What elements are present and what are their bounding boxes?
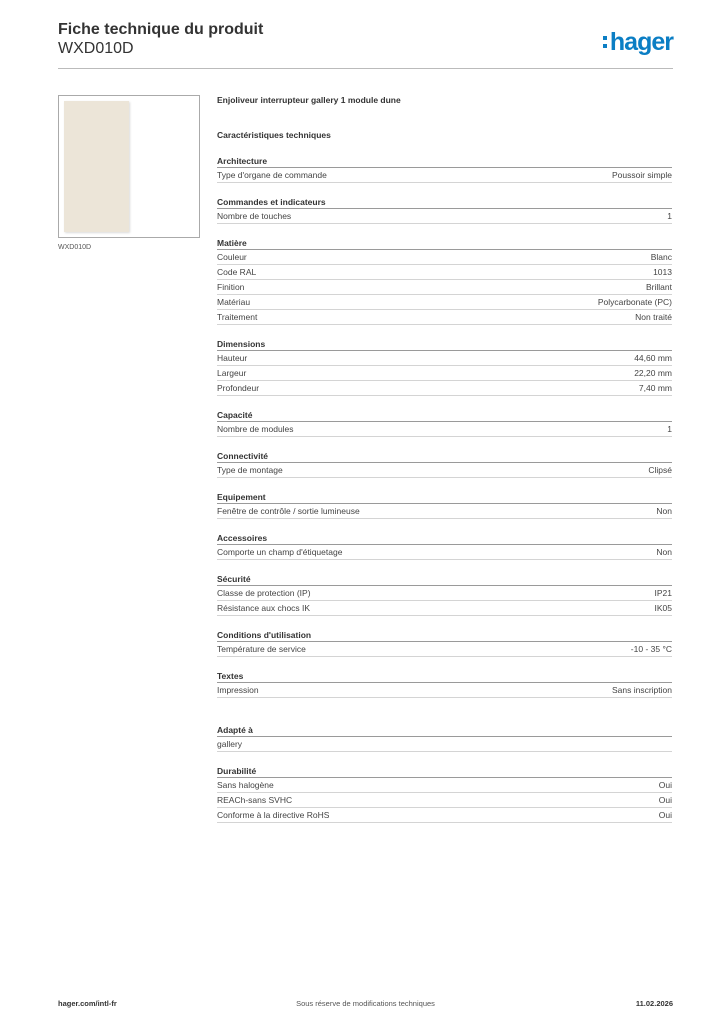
spec-group <box>217 237 672 325</box>
spec-label: Matériau <box>217 297 251 307</box>
spec-group-title: Capacité <box>217 409 672 422</box>
spec-group-durability <box>217 765 672 823</box>
spec-row <box>217 422 672 437</box>
spec-group <box>217 491 672 519</box>
spec-row <box>217 737 672 752</box>
spec-label: Température de service <box>217 644 306 654</box>
spec-value: Polycarbonate (PC) <box>597 297 672 307</box>
spec-value: Sans inscription <box>611 685 672 695</box>
product-reference: WXD010D <box>58 40 134 57</box>
spec-value: 1 <box>667 211 672 221</box>
spec-row <box>217 504 672 519</box>
spec-group-title: Sécurité <box>217 573 672 586</box>
spec-value: Oui <box>658 795 672 805</box>
spec-label: Profondeur <box>217 383 260 393</box>
spec-label: Classe de protection (IP) <box>217 588 311 598</box>
product-image-frame <box>58 95 200 238</box>
spec-row <box>217 545 672 560</box>
spec-group <box>217 629 672 657</box>
spec-value: IK05 <box>654 603 672 613</box>
spec-row <box>217 168 672 183</box>
spec-content <box>217 95 672 823</box>
spec-row <box>217 642 672 657</box>
spec-group-title: Equipement <box>217 491 672 504</box>
spec-value: 22,20 mm <box>634 368 672 378</box>
spec-value: 1013 <box>653 267 672 277</box>
spec-label: Impression <box>217 685 259 695</box>
spec-row <box>217 381 672 396</box>
spec-row <box>217 265 672 280</box>
spec-group <box>217 532 672 560</box>
spec-value: 1 <box>667 424 672 434</box>
spec-label: Nombre de touches <box>217 211 292 221</box>
footer-notice: Sous réserve de modifications techniques <box>296 999 435 1008</box>
spec-group-title: Dimensions <box>217 338 672 351</box>
product-image <box>64 101 129 232</box>
spec-row <box>217 601 672 616</box>
spec-row <box>217 250 672 265</box>
spec-value: Non traité <box>635 312 672 322</box>
spec-label: Type d'organe de commande <box>217 170 327 180</box>
spec-label: Hauteur <box>217 353 248 363</box>
page-header <box>58 20 673 58</box>
spec-value: Non <box>656 506 672 516</box>
spec-row <box>217 586 672 601</box>
spec-group-adapted <box>217 724 672 752</box>
spec-value: Oui <box>658 780 672 790</box>
spec-label: Largeur <box>217 368 247 378</box>
logo-dots-icon <box>603 30 609 50</box>
spec-row <box>217 778 672 793</box>
document-title: Fiche technique du produit <box>58 21 264 38</box>
spec-group-title: Adapté à <box>217 724 672 737</box>
spec-value: -10 - 35 °C <box>630 644 672 654</box>
product-image-caption: WXD010D <box>58 244 92 251</box>
spec-row <box>217 295 672 310</box>
spec-group <box>217 338 672 396</box>
spec-group-title: Accessoires <box>217 532 672 545</box>
spec-group-title: Conditions d'utilisation <box>217 629 672 642</box>
spec-label: Conforme à la directive RoHS <box>217 810 330 820</box>
spec-group <box>217 670 672 698</box>
spec-group <box>217 450 672 478</box>
page-footer <box>58 999 673 1011</box>
spec-row <box>217 808 672 823</box>
spec-row <box>217 683 672 698</box>
footer-date: 11.02.2026 <box>635 999 673 1008</box>
spec-row <box>217 280 672 295</box>
spec-group <box>217 155 672 183</box>
spec-label: REACh-sans SVHC <box>217 795 293 805</box>
spec-label: Sans halogène <box>217 780 274 790</box>
spec-label: Résistance aux chocs IK <box>217 603 311 613</box>
spec-row <box>217 209 672 224</box>
spec-value: 7,40 mm <box>638 383 672 393</box>
spec-group-title: Architecture <box>217 155 672 168</box>
spec-row <box>217 310 672 325</box>
spec-row <box>217 463 672 478</box>
spec-value: Oui <box>658 810 672 820</box>
footer-website: hager.com/intl-fr <box>58 999 117 1008</box>
spec-label: Type de montage <box>217 465 283 475</box>
spec-label: Fenêtre de contrôle / sortie lumineuse <box>217 506 360 516</box>
spec-row <box>217 351 672 366</box>
spec-value: Clipsé <box>648 465 672 475</box>
spec-value: Poussoir simple <box>612 170 672 180</box>
header-divider <box>58 68 673 69</box>
spec-label: Traitement <box>217 312 258 322</box>
hager-logo <box>603 28 673 57</box>
logo-text: hager <box>609 28 673 56</box>
spec-group <box>217 196 672 224</box>
spec-group <box>217 409 672 437</box>
spec-value: Blanc <box>650 252 672 262</box>
spec-label: Comporte un champ d'étiquetage <box>217 547 343 557</box>
spec-group-title: Textes <box>217 670 672 683</box>
product-name: Enjoliveur interrupteur gallery 1 module dune <box>217 95 401 105</box>
spec-value: IP21 <box>654 588 672 598</box>
spec-label: Couleur <box>217 252 247 262</box>
spec-group-title: Commandes et indicateurs <box>217 196 672 209</box>
spec-value: Brillant <box>646 282 672 292</box>
spec-heading: Caractéristiques techniques <box>217 130 331 140</box>
spec-value: Non <box>656 547 672 557</box>
spec-label: gallery <box>217 739 243 749</box>
spec-label: Code RAL <box>217 267 257 277</box>
spec-row <box>217 366 672 381</box>
spec-row <box>217 793 672 808</box>
spec-groups <box>217 155 672 698</box>
spec-group-title: Durabilité <box>217 765 672 778</box>
spec-label: Finition <box>217 282 245 292</box>
spec-group-title: Matière <box>217 237 672 250</box>
spec-label: Nombre de modules <box>217 424 294 434</box>
spec-group-title: Connectivité <box>217 450 672 463</box>
spec-group <box>217 573 672 616</box>
spec-value: 44,60 mm <box>634 353 672 363</box>
